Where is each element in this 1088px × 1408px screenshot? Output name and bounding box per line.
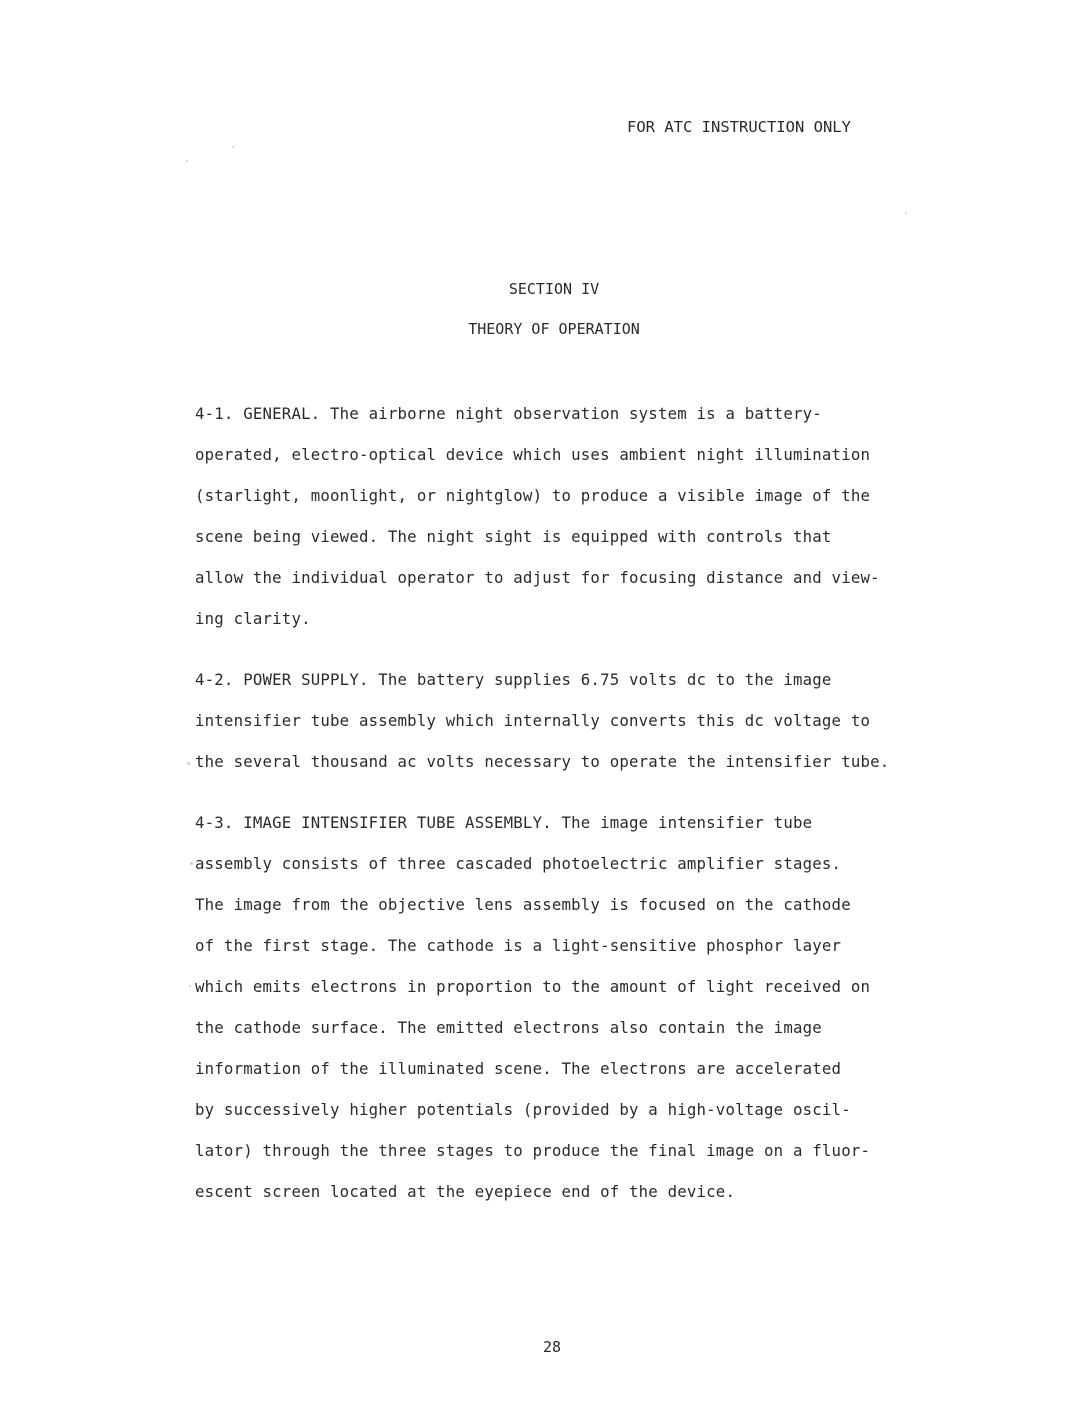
scan-speck	[190, 862, 193, 865]
section-title: THEORY OF OPERATION	[468, 320, 640, 338]
text-line: allow the individual operator to adjust for focusing distance and view-	[195, 568, 880, 587]
section-number: SECTION IV	[508, 280, 600, 298]
paragraph-4-1	[195, 393, 935, 639]
text-line: 4-3. IMAGE INTENSIFIER TUBE ASSEMBLY. The image intensifier tube	[195, 813, 813, 832]
text-line: by successively higher potentials (provided by a high-voltage oscil-	[195, 1100, 851, 1119]
scan-speck	[905, 212, 907, 214]
scan-speck	[189, 985, 191, 987]
text-line: (starlight, moonlight, or nightglow) to produce a visible image of the	[195, 486, 871, 505]
distribution-marking: FOR ATC INSTRUCTION ONLY	[627, 118, 851, 136]
page-number: 28	[542, 1338, 562, 1356]
paragraph-4-3	[195, 802, 935, 1212]
text-line: 4-2. POWER SUPPLY. The battery supplies 6.75 volts dc to the image	[195, 670, 832, 689]
text-line: The image from the objective lens assembly is focused on the cathode	[195, 895, 851, 914]
paragraph-4-2	[195, 659, 935, 782]
text-line: assembly consists of three cascaded photoelectric amplifier stages.	[195, 854, 842, 873]
text-line: escent screen located at the eyepiece end of the device.	[195, 1182, 736, 1201]
text-line: information of the illuminated scene. The electrons are accelerated	[195, 1059, 842, 1078]
scan-speck	[232, 146, 234, 148]
text-line: ing clarity.	[195, 609, 311, 628]
text-line: of the first stage. The cathode is a light-sensitive phosphor layer	[195, 936, 842, 955]
text-line: the several thousand ac volts necessary to operate the intensifier tube.	[195, 752, 890, 771]
text-line: operated, electro-optical device which uses ambient night illumination	[195, 445, 871, 464]
text-line: lator) through the three stages to produce the final image on a fluor-	[195, 1141, 871, 1160]
text-line: scene being viewed. The night sight is equipped with controls that	[195, 527, 832, 546]
text-line: intensifier tube assembly which internally converts this dc voltage to	[195, 711, 871, 730]
text-line: 4-1. GENERAL. The airborne night observation system is a battery-	[195, 404, 822, 423]
scan-speck	[186, 160, 188, 162]
text-line: the cathode surface. The emitted electrons also contain the image	[195, 1018, 822, 1037]
scan-speck	[187, 762, 190, 765]
text-line: which emits electrons in proportion to the amount of light received on	[195, 977, 871, 996]
